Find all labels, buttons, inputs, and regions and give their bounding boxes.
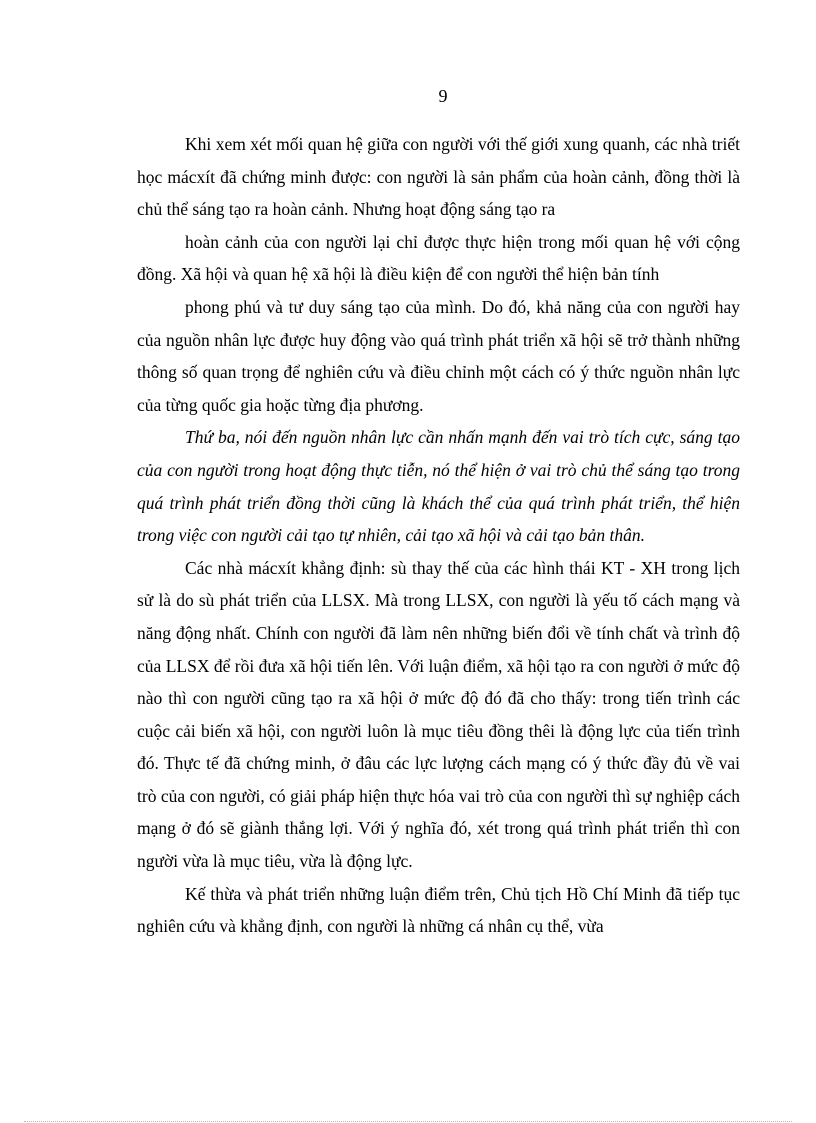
paragraph: Các nhà mácxít khẳng định: sù thay thế của các hình thái KT - XH trong lịch sử là do sù phát triển của LLSX. Mà trong LLSX, con người là yếu tố cách mạng và năng động nhất. Chính con người đã làm nên những biến đổi về tính chất và trình độ của LLSX để rồi đưa xã hội tiến lên. Với luận điểm, xã hội tạo ra con người ở mức độ nào thì con người cũng tạo ra xã hội ở mức độ đó đã cho thấy: trong tiến trình các cuộc cải biến xã hội, con người luôn là mục tiêu đồng thêi là động lực của tiến trình đó. Thực tế đã chứng minh, ở đâu các lực lượng cách mạng có ý thức đầy đủ về vai trò của con người, có giải pháp hiện thực hóa vai trò của con người thì sự nghiệp cách mạng ở đó sẽ giành thắng lợi. Với ý nghĩa đó, xét trong quá trình phát triển thì con người vừa là mục tiêu, vừa là động lực.: [137, 557, 740, 872]
page-number: 9: [438, 86, 448, 106]
page-bottom-border: [24, 1121, 792, 1122]
paragraph: phong phú và tư duy sáng tạo của mình. Do đó, khả năng của con người hay của nguồn nhân lực được huy động vào quá trình phát triển xã hội sẽ trở thành những thông số quan trọng để nghiên cứu và điều chỉnh một cách có ý thức nguồn nhân lực của từng quốc gia hoặc từng địa phương.: [137, 296, 740, 415]
paragraph: Khi xem xét mối quan hệ giữa con người với thế giới xung quanh, các nhà triết học mácxít đã chứng minh được: con người là sản phẩm của hoàn cảnh, đồng thời là chủ thể sáng tạo ra hoàn cảnh. Nhưng hoạt động sáng tạo ra: [137, 134, 740, 220]
paragraph: Kế thừa và phát triển những luận điểm trên, Chủ tịch Hồ Chí Minh đã tiếp tục nghiên cứu và khẳng định, con người là những cá nhân cụ thể, vừa: [137, 883, 740, 937]
italic-paragraph: Thứ ba, nói đến nguồn nhân lực cần nhấn mạnh đến vai trò tích cực, sáng tạo của con người trong hoạt động thực tiễn, nó thể hiện ở vai trò chủ thể sáng tạo trong quá trình phát triển đồng thời cũng là khách thể của quá trình phát triển, thể hiện trong việc con người cải tạo tự nhiên, cải tạo xã hội và cải tạo bản thân.: [137, 427, 740, 546]
paragraph: hoàn cảnh của con người lại chỉ được thực hiện trong mối quan hệ với cộng đồng. Xã hội và quan hệ xã hội là điều kiện để con người thể hiện bản tính: [137, 231, 740, 285]
body-text: [137, 128, 740, 943]
